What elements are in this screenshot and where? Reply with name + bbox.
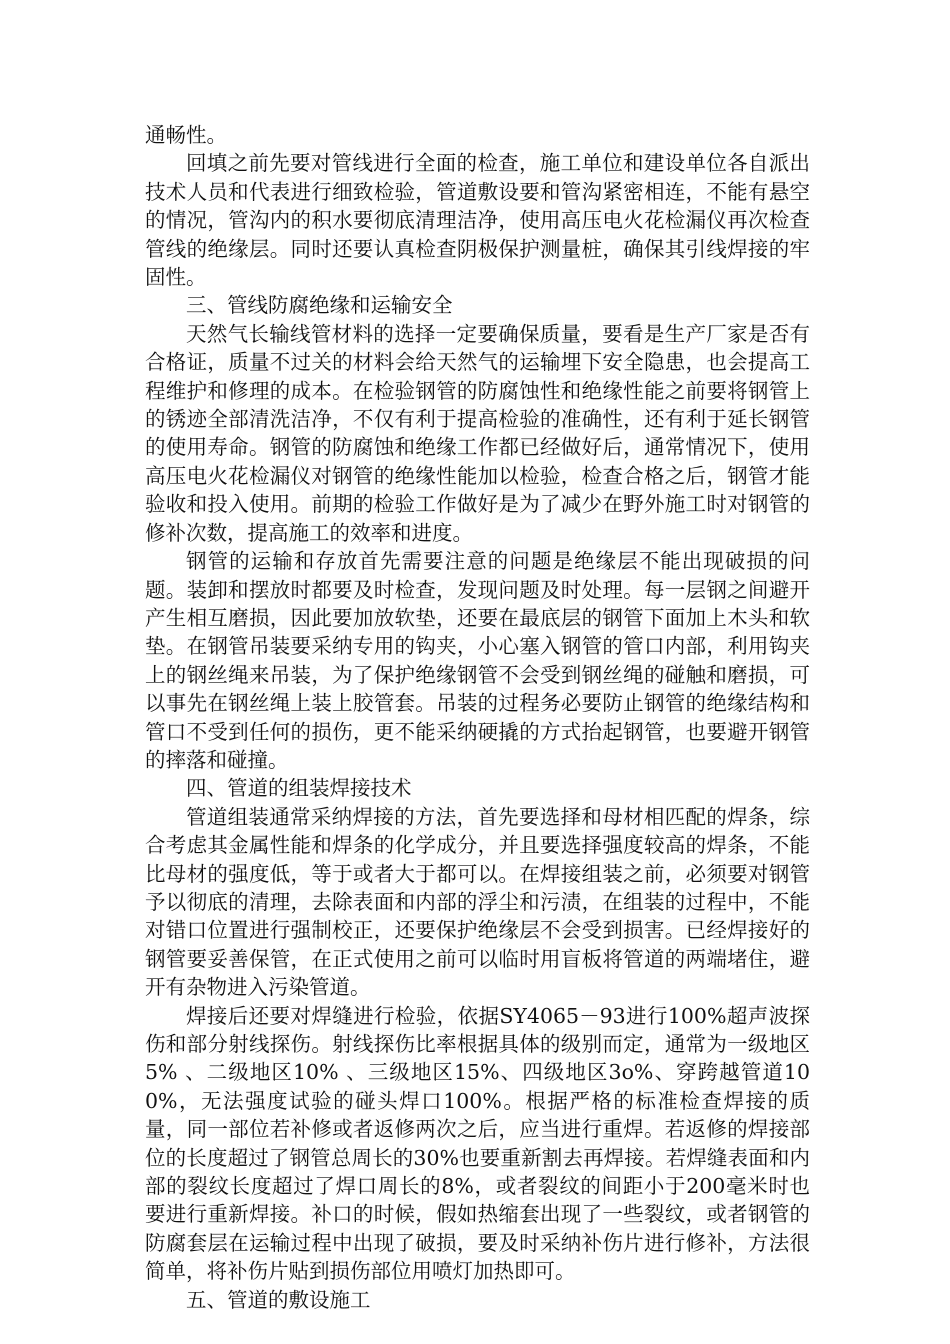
document-body <box>145 121 810 1314</box>
section-heading-4: 四、管道的组装焊接技术 <box>186 776 412 801</box>
paragraph-continuation: 通畅性。 <box>145 123 227 147</box>
paragraph-welding-assembly: 管道组装通常采纳焊接的方法，首先要选择和母材相匹配的焊条，综合考虑其金属性能和焊条的化学成分，并且要选择强度较高的焊条，不能比母材的强度低，等于或者大于都可以。在焊接组装之前，必须要对钢管予以彻底的清理，去除表面和内部的浮尘和污渍，在组装的过程中，不能对错口位置进行强制校正，还要保护绝缘层不会受到损害。已经焊接好的钢管要妥善保管，在正式使用之前可以临时用盲板将管道的两端堵住，避开有杂物进入污染管道。 <box>145 804 810 1000</box>
section-heading-3: 三、管线防腐绝缘和运输安全 <box>186 293 453 318</box>
paragraph-weld-inspection: 焊接后还要对焊缝进行检验，依据SY4065－93进行100%超声波探伤和部分射线探伤。射线探伤比率根据具体的级别而定，通常为一级地区5% 、二级地区10% 、三级地区15%、四级地区3o%、穿跨越管道100%，无法强度试验的碰头焊口100%。根据严格的标准检查焊接的质量，同一部位若补修或者返修两次之后，应当进行重焊。若返修的焊接部位的长度超过了钢管总周长的30%也要重新割去再焊接。若焊缝表面和内部的裂纹长度超过了焊口周长的8%，或者裂纹的间距小于200毫米时也要进行重新焊接。补口的时候，假如热缩套出现了一些裂纹，或者钢管的防腐套层在运输过程中出现了破损，要及时采纳补伤片进行修补，方法很简单，将补伤片贴到损伤部位用喷灯加热即可。 <box>145 1003 810 1284</box>
section-heading-5: 五、管道的敷设施工 <box>186 1287 371 1312</box>
paragraph-transport-storage: 钢管的运输和存放首先需要注意的问题是绝缘层不能出现破损的问题。装卸和摆放时都要及时检查，发现问题及时处理。每一层钢之间避开产生相互磨损，因此要加放软垫，还要在最底层的钢管下面加上木头和软垫。在钢管吊装要采纳专用的钩夹，小心塞入钢管的管口内部，利用钩夹上的钢丝绳来吊装，为了保护绝缘钢管不会受到钢丝绳的碰触和磨损，可以事先在钢丝绳上装上胶管套。吊装的过程务必要防止钢管的绝缘结构和管口不受到任何的损伤，更不能采纳硬撬的方式抬起钢管，也要避开钢管的摔落和碰撞。 <box>145 549 810 772</box>
paragraph-material-quality: 天然气长输线管材料的选择一定要确保质量，要看是生产厂家是否有合格证，质量不过关的材料会给天然气的运输埋下安全隐患，也会提高工程维护和修理的成本。在检验钢管的防腐蚀性和绝缘性能之前要将钢管上的锈迹全部清洗洁净，不仅有利于提高检验的准确性，还有利于延长钢管的使用寿命。钢管的防腐蚀和绝缘工作都已经做好后，通常情况下，使用高压电火花检漏仪对钢管的绝缘性能加以检验，检查合格之后，钢管才能验收和投入使用。前期的检验工作做好是为了减少在野外施工时对钢管的修补次数，提高施工的效率和进度。 <box>145 321 810 545</box>
paragraph-backfill-inspection: 回填之前先要对管线进行全面的检查，施工单位和建设单位各自派出技术人员和代表进行细致检验，管道敷设要和管沟紧密相连，不能有悬空的情况，管沟内的积水要彻底清理洁净，使用高压电火花检漏仪再次检查管线的绝缘层。同时还要认真检查阴极保护测量桩，确保其引线焊接的牢固性。 <box>145 151 810 290</box>
